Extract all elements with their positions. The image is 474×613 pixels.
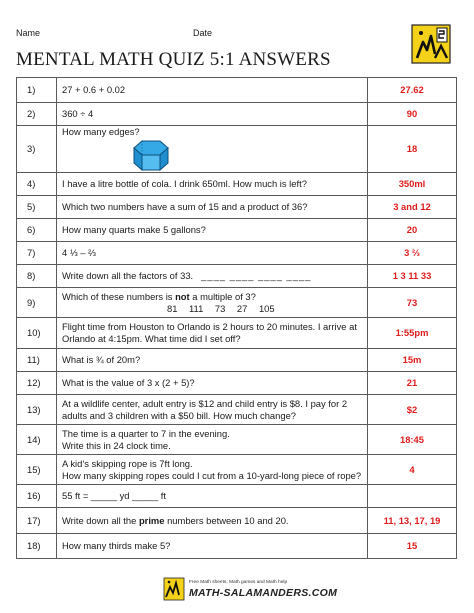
question-emphasis: prime [138, 514, 165, 526]
table-row [17, 126, 457, 173]
question-cell [57, 508, 368, 534]
question-text: 27 + 0.6 + 0.02 [57, 78, 368, 103]
question-emphasis: not [175, 290, 190, 302]
question-number: 5) [17, 196, 57, 219]
date-label: Date [193, 28, 213, 38]
question-number: 18) [17, 534, 57, 559]
answer-cell: 11, 13, 17, 19 [368, 508, 457, 534]
footer [163, 577, 338, 601]
table-row [17, 219, 457, 242]
answer-cell: 1 3 11 33 [368, 265, 457, 288]
page-title: MENTAL MATH QUIZ 5:1 ANSWERS [16, 49, 331, 70]
question-text: What is ¾ of 20m? [57, 349, 368, 372]
answer-cell: $2 [368, 395, 457, 425]
question-text: 360 ÷ 4 [57, 103, 368, 126]
answer-cell: 20 [368, 219, 457, 242]
table-row [17, 173, 457, 196]
question-text: The time is a quarter to 7 in the evening. [62, 427, 230, 439]
table-row [17, 372, 457, 395]
question-number: 15) [17, 455, 57, 485]
answer-cell: 90 [368, 103, 457, 126]
question-number: 3) [17, 126, 57, 173]
question-cell [57, 318, 368, 349]
table-row [17, 485, 457, 508]
table-row [17, 265, 457, 288]
answer-cell: 18 [368, 126, 457, 173]
answer-cell: 3 and 12 [368, 196, 457, 219]
answer-cell: 73 [368, 288, 457, 318]
question-text: Flight time from Houston to Orlando is 2 hours to 20 minutes. I arrive at [62, 321, 357, 332]
answer-cell: 3 ⅔ [368, 242, 457, 265]
question-text: A kid’s skipping rope is 7ft long. [62, 457, 193, 469]
question-cell [57, 288, 368, 318]
question-text: Which two numbers have a sum of 15 and a product of 36? [57, 196, 368, 219]
question-cell [57, 455, 368, 485]
question-cell [57, 265, 368, 288]
question-number: 11) [17, 349, 57, 372]
question-number: 8) [17, 265, 57, 288]
question-number: 13) [17, 395, 57, 425]
quiz-table [16, 77, 457, 559]
question-number: 2) [17, 103, 57, 126]
answer-cell: 4 [368, 455, 457, 485]
question-text: How many quarts make 5 gallons? [57, 219, 368, 242]
question-number: 9) [17, 288, 57, 318]
question-text: How many thirds make 5? [57, 534, 368, 559]
question-text: At a wildlife center, adult entry is $12 and child entry is $8. I pay for 2 [62, 397, 348, 409]
answer-cell [368, 485, 457, 508]
question-number: 17) [17, 508, 57, 534]
question-number: 10) [17, 318, 57, 349]
table-row [17, 288, 457, 318]
answer-cell: 15m [368, 349, 457, 372]
answer-cell: 27.62 [368, 78, 457, 103]
table-row [17, 395, 457, 425]
table-row [17, 103, 457, 126]
answer-cell: 15 [368, 534, 457, 559]
answer-cell: 18:45 [368, 425, 457, 455]
question-text: 55 ft = _____ yd _____ ft [57, 485, 368, 508]
answer-blanks: ____ ____ ____ ____ [201, 270, 312, 281]
table-row [17, 242, 457, 265]
table-row [17, 196, 457, 219]
question-text: How many skipping ropes could I cut from a 10-yard-long piece of rope? [62, 469, 362, 481]
question-text: Write this in 24 clock time. [62, 439, 171, 451]
question-text: How many edges? [62, 126, 140, 137]
table-row [17, 455, 457, 485]
question-number: 7) [17, 242, 57, 265]
question-text: I have a litre bottle of cola. I drink 650ml. How much is left? [57, 173, 368, 196]
table-row [17, 534, 457, 559]
table-row [17, 425, 457, 455]
question-cell [57, 425, 368, 455]
table-row [17, 318, 457, 349]
salamander-logo-icon [411, 24, 451, 64]
answer-cell: 350ml [368, 173, 457, 196]
table-row [17, 78, 457, 103]
question-number: 14) [17, 425, 57, 455]
question-text: numbers between 10 and 20. [164, 514, 289, 526]
table-row [17, 349, 457, 372]
question-number: 16) [17, 485, 57, 508]
question-cell [57, 395, 368, 425]
salamander-logo-icon [163, 577, 185, 601]
question-text: Write down all the [62, 514, 139, 526]
footer-brand: MATH-SALAMANDERS.COM [189, 587, 338, 599]
question-number: 12) [17, 372, 57, 395]
answer-cell: 21 [368, 372, 457, 395]
question-text: Which of these numbers is [62, 290, 176, 302]
question-text: What is the value of 3 x (2 + 5)? [57, 372, 368, 395]
number-options: 81 111 73 27 105 [167, 302, 275, 314]
question-number: 4) [17, 173, 57, 196]
name-label: Name [16, 28, 41, 38]
hexagonal-prism-icon [132, 138, 170, 172]
question-text: Orlando at 4:15pm. What time did I set off? [62, 333, 241, 344]
question-text: Write down all the factors of 33. [62, 270, 194, 281]
footer-tagline: Free Math sheets, Math games and Math help [189, 580, 288, 585]
question-text: a multiple of 3? [189, 290, 256, 302]
question-text: adults and 3 children with a $50 bill. How much change? [62, 409, 296, 421]
question-text: 4 ⅓ – ⅔ [57, 242, 368, 265]
question-cell [57, 126, 368, 173]
question-number: 6) [17, 219, 57, 242]
table-row [17, 508, 457, 534]
answer-cell: 1:55pm [368, 318, 457, 349]
question-number: 1) [17, 78, 57, 103]
